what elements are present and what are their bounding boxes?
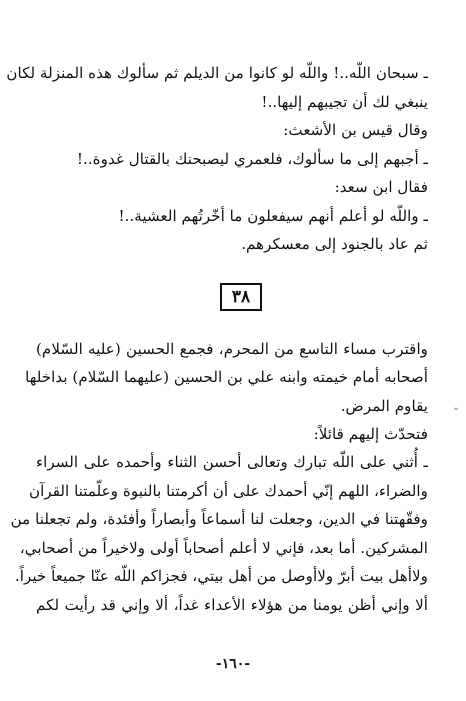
page-number: -١٦٠- [215, 656, 251, 672]
text-line-14: وفقّهتنا في الدين، وجعلت لنا أسماعاً وأبصاراً وأفئدة، ولم تجعلنا من [10, 510, 428, 528]
text-line-1: ـ سبحان اللّه..! واللّه لو كانوا من الديلم ثم سألوك هذه المنزلة لكان [6, 64, 428, 82]
chapter-number: ٣٨ [231, 287, 251, 307]
text-line-6: ـ واللّه لو أعلم أنهم سيفعلون ما أخّرتُهم العشية..! [118, 207, 428, 225]
chapter-number-box [220, 283, 262, 311]
text-line-8: واقترب مساء التاسع من المحرم، فجمع الحسين (عليه السّلام) [36, 340, 428, 358]
text-line-16: ولاأهل بيت أبرّ ولاأوصل من أهل بيتي، فجزاكم اللّه عنّا جميعاً خيراً. [14, 567, 428, 585]
text-line-2: ينبغي لك أن تجيبهم إليها..! [261, 93, 428, 111]
text-line-11: فتحدّث إليهم قائلاً: [313, 425, 428, 443]
text-line-5: فقال ابن سعد: [334, 178, 428, 196]
text-line-4: ـ أجبهم إلى ما سألوك، فلعمري ليصبحنك بالقتال غدوة..! [76, 150, 428, 168]
text-line-15: المشركين. أما بعد، فإني لا أعلم أصحاباً أولى ولاخيراً من أصحابي، [19, 539, 428, 557]
text-line-9: أصحابه أمام خيمته وابنه علي بن الحسين (عليهما السّلام) بداخلها [25, 368, 428, 386]
text-line-3: وقال قيس بن الأشعث: [283, 121, 428, 139]
text-line-13: والضراء، اللهم إنّي أحمدك على أن أكرمتنا بالنبوة وعلّمتنا القرآن [28, 482, 428, 500]
margin-tick-mark: ⌄ [452, 402, 461, 413]
text-line-10: يقاوم المرض. [340, 397, 428, 415]
text-line-12: ـ أُثني على اللّه تبارك وتعالى أحسن الثناء وأحمده على السراء [36, 453, 428, 471]
text-line-7: ثم عاد بالجنود إلى معسكرهم. [241, 235, 428, 253]
text-line-17: ألا وإني أظن يومنا من هؤلاء الأعداء غداً، ألا وإني قد رأيت لكم [36, 596, 428, 614]
